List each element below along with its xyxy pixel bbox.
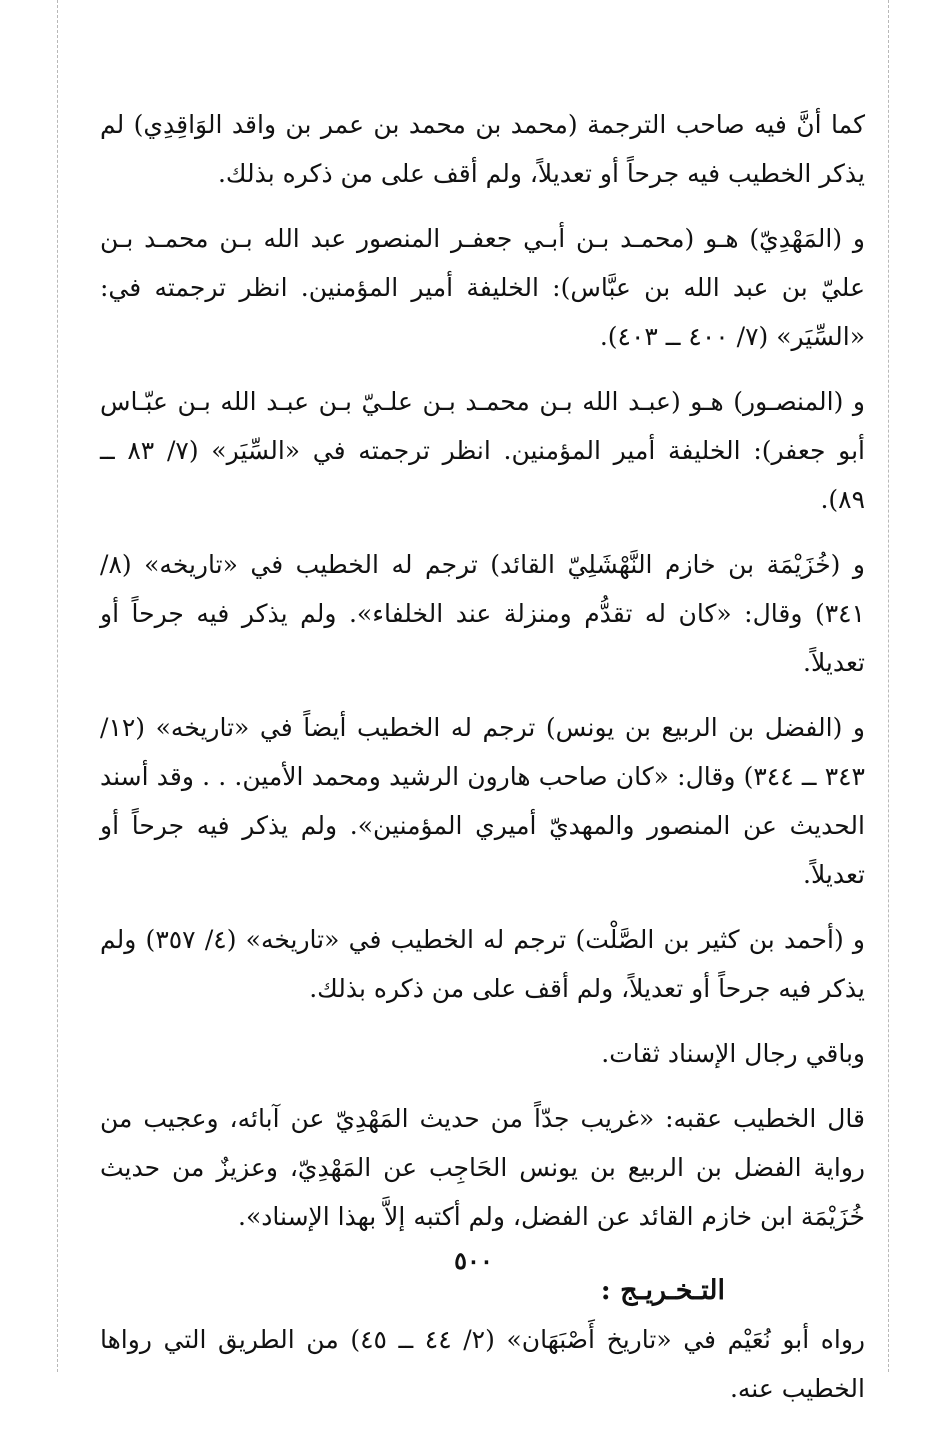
paragraph-khatib-comment: قال الخطيب عقبه: «غريب جدّاً من حديث المَهْدِيّ عن آبائه، وعجيب من رواية الفضل بن الربيع بن يونس الحَاجِب عن المَهْدِيّ، وعزيزٌ من حديث خُزَيْمَة ابن خازم القائد عن الفضل، ولم أكتبه إلاَّ بهذا الإسناد». <box>100 1104 865 1231</box>
paragraph-ahmad: و (أحمد بن كثير بن الصَّلْت) ترجم له الخطيب في «تاريخه» (٤/ ٣٥٧) ولم يذكر فيه جرحاً أو تعديلاً، ولم أقف على من ذكره بذلك. <box>100 925 866 1003</box>
margin-guide-right <box>888 0 889 1372</box>
paragraph-thiqat: وباقي رجال الإسناد ثقات. <box>601 1039 865 1068</box>
paragraph-mahdi: و (المَهْدِيّ) هـو (محمـد بـن أبـي جعفـر المنصور عبد الله بـن محمـد بـن عليّ بن عبد الله بن عبَّاس): الخليفة أمير المؤمنين. انظر ترجمته في: «السِّيَر» (٧/ ٤٠٠ ــ ٤٠٣). <box>100 224 865 351</box>
paragraph-waqidi: كما أنَّ فيه صاحب الترجمة (محمد بن محمد بن عمر بن واقد الوَاقِدِي) لم يذكر الخطيب فيه جرحاً أو تعديلاً، ولم أقف على من ذكره بذلك. <box>100 110 865 188</box>
paragraph-fadl: و (الفضل بن الربيع بن يونس) ترجم له الخطيب أيضاً في «تاريخه» (١٢/ ٣٤٣ ــ ٣٤٤) وقال: «كان صاحب هارون الرشيد ومحمد الأمين. . . وقد أسند الحديث عن المنصور والمهديّ أميري المؤمنين». ولم يذكر فيه جرحاً أو تعديلاً. <box>100 713 865 889</box>
paragraph-takhrij: رواه أبو نُعَيْم في «تاريخ أَصْبَهَان» (٢/ ٤٤ ــ ٤٥) من الطريق التي رواها الخطيب عنه. <box>100 1325 865 1403</box>
section-heading-takhrij: التـخـريـج : <box>600 1275 725 1306</box>
page-body <box>100 100 865 1429</box>
paragraph-mansur: و (المنصـور) هـو (عبـد الله بـن محمـد بـن علـيّ بـن عبـد الله بـن عبّـاس أبو جعفر): الخليفة أمير المؤمنين. انظر ترجمته في «السِّيَر» (٧/ ٨٣ ــ ٨٩). <box>100 387 865 514</box>
margin-guide-left <box>57 0 58 1372</box>
paragraph-khuzayma: و (خُزَيْمَة بن خازم النَّهْشَلِيّ القائد) ترجم له الخطيب في «تاريخه» (٨/ ٣٤١) وقال: «كان له تقدُّم ومنزلة عند الخلفاء». ولم يذكر فيه جرحاً أو تعديلاً. <box>100 550 865 677</box>
page-number: ٥٠٠ <box>454 1246 493 1275</box>
